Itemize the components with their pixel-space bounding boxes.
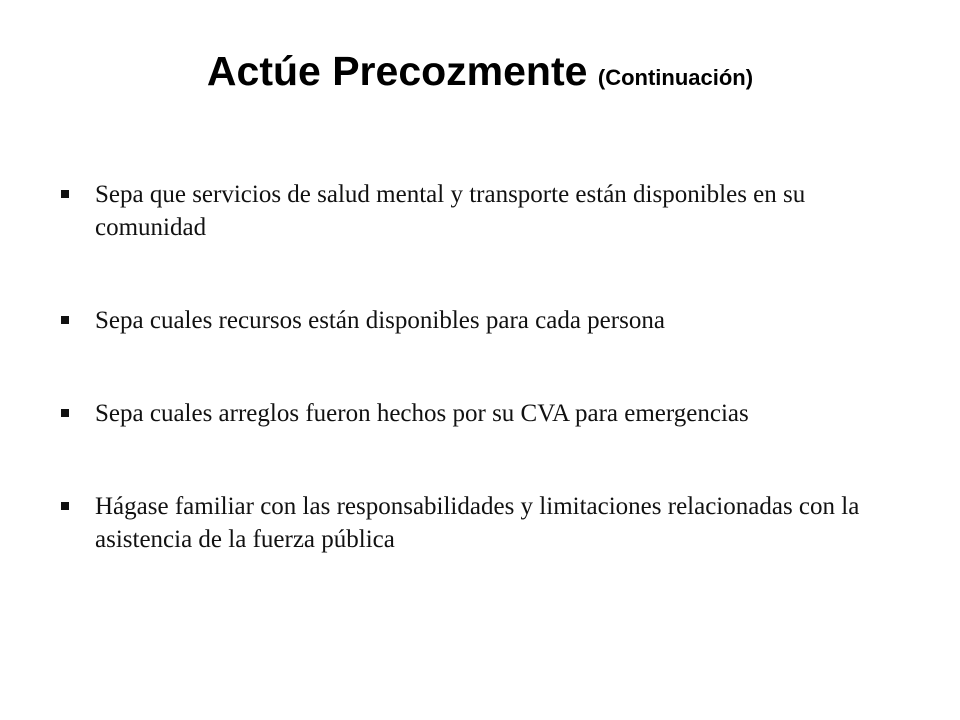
- bullet-item: [58, 490, 918, 556]
- square-bullet-icon: [61, 502, 69, 510]
- bullet-list: [58, 178, 918, 556]
- bullet-text: Hágase familiar con las responsabilidades y limitaciones relacionadas con la asistencia de la fuerza pública: [95, 493, 860, 553]
- bullet-item: [58, 397, 918, 430]
- square-bullet-icon: [61, 316, 69, 324]
- title-subtitle-text: (Continuación): [597, 65, 754, 90]
- bullet-text: Sepa que servicios de salud mental y transporte están disponibles en su comunidad: [95, 181, 806, 241]
- square-bullet-icon: [61, 190, 69, 198]
- bullet-text: Sepa cuales recursos están disponibles para cada persona: [95, 307, 665, 334]
- bullet-text: Sepa cuales arreglos fueron hechos por su CVA para emergencias: [95, 400, 749, 427]
- slide-title: [0, 48, 960, 95]
- square-bullet-icon: [61, 409, 69, 417]
- bullet-item: [58, 178, 918, 244]
- bullet-item: [58, 304, 918, 337]
- title-main-text: Actúe Precozmente: [206, 48, 588, 94]
